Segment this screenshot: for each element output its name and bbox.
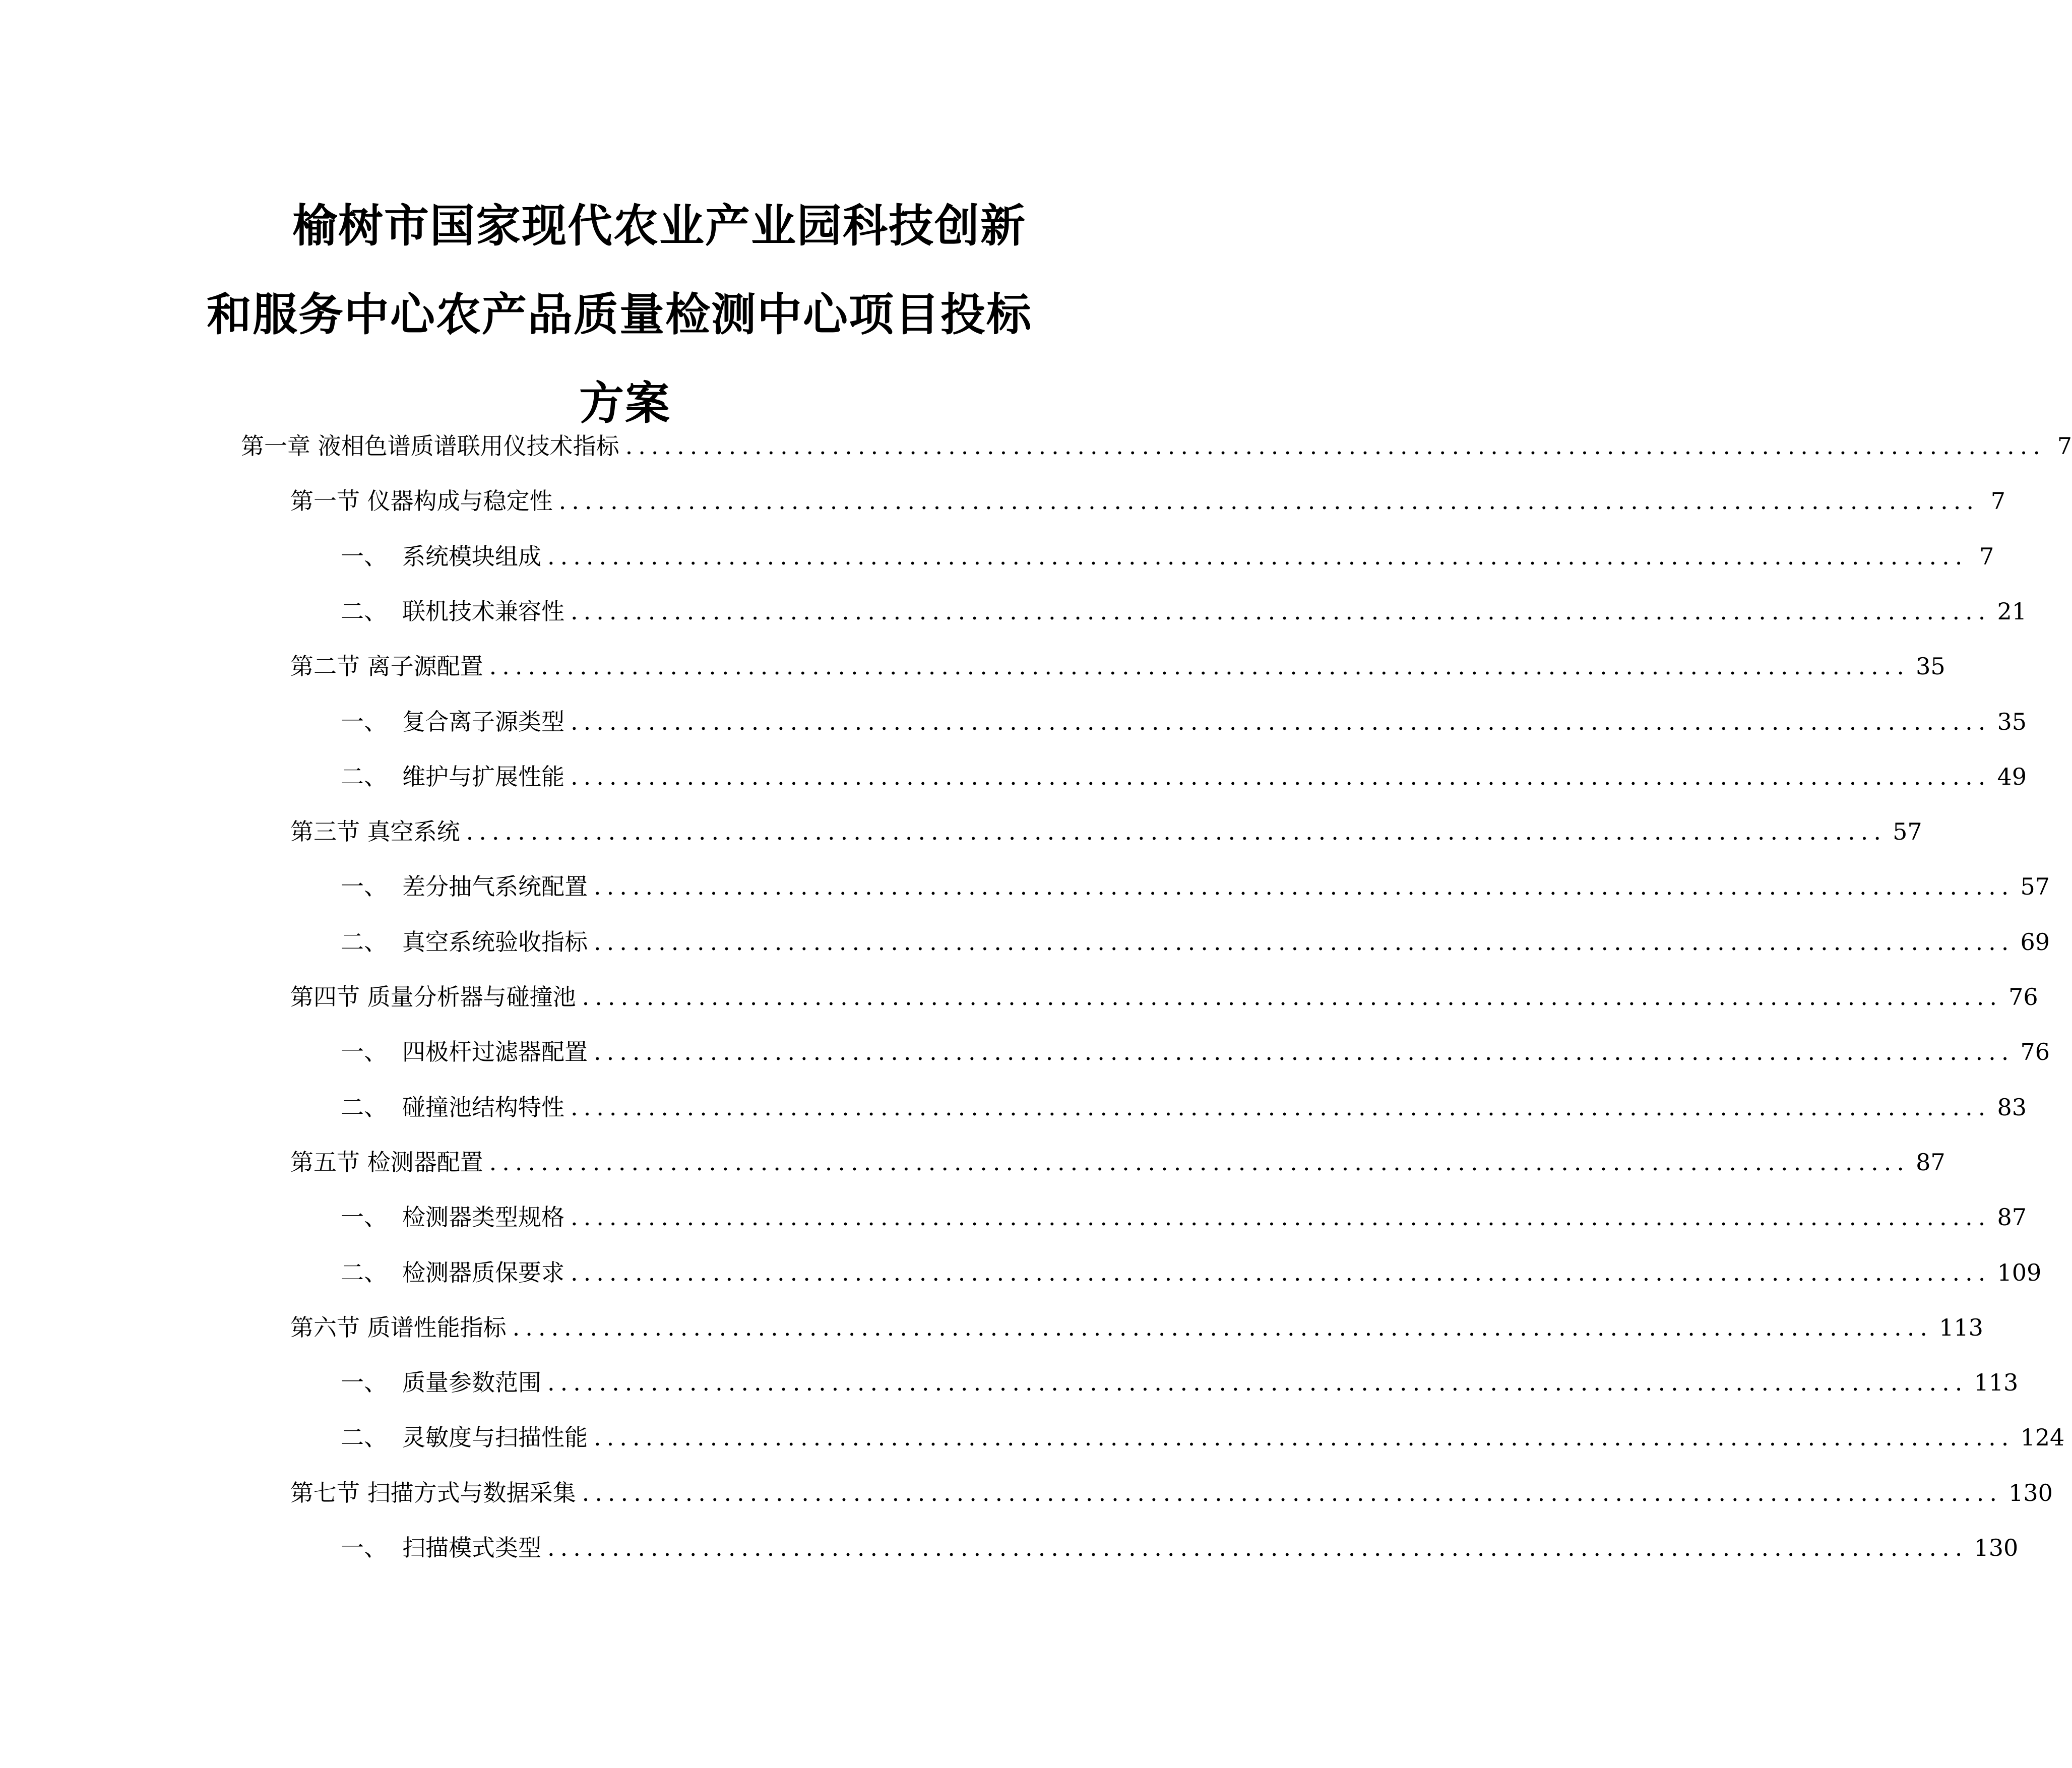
toc-entry-label	[241, 426, 619, 466]
toc-entry-number: 一、	[341, 1369, 387, 1396]
title-line-1: 榆树市国家现代农业产业园科技创新	[292, 199, 1026, 252]
toc-entry-label	[341, 1032, 588, 1072]
toc-entry-label	[290, 1473, 576, 1513]
toc-leader-dots: ..............................................................................................................	[625, 432, 2046, 460]
toc-entry-title: 联机技术兼容性	[402, 598, 564, 625]
toc-entry-number: 第二节	[290, 653, 360, 680]
toc-entry-number: 二、	[341, 1094, 387, 1121]
toc-entry-title: 检测器配置	[367, 1149, 483, 1176]
toc-leader-dots: ..............................................................................................................	[571, 763, 1991, 790]
toc-entry-label	[341, 1252, 564, 1293]
toc-leader-dots: ..............................................................................................................	[582, 1479, 2003, 1506]
toc-entry-number: 第三节	[290, 818, 360, 845]
toc-page-number: 35	[1997, 708, 2027, 735]
toc-entry-title: 四极杆过滤器配置	[402, 1038, 588, 1065]
toc-entry-label	[341, 922, 588, 962]
toc-entry-label	[341, 1087, 564, 1127]
toc-entry-label	[341, 1528, 541, 1568]
toc-entry-title: 质谱性能指标	[367, 1314, 507, 1341]
toc-entry-label	[341, 536, 541, 577]
toc-entry-title: 真空系统	[367, 818, 460, 845]
toc-entry-number: 第四节	[290, 983, 360, 1011]
toc-leader-dots: ..............................................................................................................	[571, 708, 1991, 735]
toc-entry[interactable]	[341, 591, 2027, 632]
toc-entry-title: 系统模块组成	[402, 543, 541, 570]
toc-leader-dots: ..............................................................................................................	[547, 543, 1968, 570]
toc-entry[interactable]	[290, 977, 2038, 1017]
title-line-2: 和服务中心农产品质量检测中心项目投标	[207, 288, 1032, 341]
toc-page-number: 76	[2008, 983, 2038, 1011]
toc-entry[interactable]	[290, 481, 2006, 521]
toc-leader-dots: ..............................................................................................................	[466, 818, 1887, 845]
toc-entry[interactable]	[341, 702, 2027, 742]
toc-leader-dots: ..............................................................................................................	[571, 1094, 1991, 1121]
toc-entry[interactable]	[341, 536, 1994, 577]
toc-entry-title: 质量参数范围	[402, 1369, 541, 1396]
toc-entry-label	[341, 756, 564, 797]
toc-page-number: 113	[1939, 1314, 1983, 1341]
toc-page-number: 7	[1990, 487, 2006, 515]
toc-page-number: 124	[2020, 1424, 2065, 1451]
toc-entry[interactable]	[341, 1362, 2019, 1403]
document-title	[192, 181, 1058, 448]
toc-entry-label	[341, 591, 564, 632]
toc-leader-dots: ..............................................................................................................	[547, 1534, 1968, 1561]
toc-entry-number: 第一节	[290, 487, 360, 515]
toc-entry-title: 灵敏度与扫描性能	[402, 1424, 588, 1451]
toc-leader-dots: ..............................................................................................................	[512, 1314, 1933, 1341]
toc-entry[interactable]	[341, 1032, 2050, 1072]
toc-entry[interactable]	[290, 1307, 1983, 1348]
toc-leader-dots: ..............................................................................................................	[582, 983, 2003, 1011]
toc-leader-dots: ..............................................................................................................	[594, 928, 2015, 956]
toc-entry-title: 检测器类型规格	[402, 1204, 564, 1231]
toc-leader-dots: ..............................................................................................................	[571, 1259, 1991, 1286]
toc-entry[interactable]	[341, 866, 2050, 907]
toc-entry[interactable]	[290, 646, 1945, 686]
toc-entry-title: 检测器质保要求	[402, 1259, 564, 1286]
toc-leader-dots: ..............................................................................................................	[571, 1204, 1991, 1231]
toc-leader-dots: ..............................................................................................................	[594, 873, 2015, 900]
toc-entry[interactable]	[341, 1087, 2027, 1127]
toc-entry-number: 二、	[341, 598, 387, 625]
toc-entry-number: 一、	[341, 873, 387, 900]
toc-entry-title: 离子源配置	[367, 653, 483, 680]
toc-page-number: 113	[1974, 1369, 2019, 1396]
toc-page-number: 35	[1916, 653, 1945, 680]
toc-leader-dots: ..............................................................................................................	[558, 487, 1980, 515]
toc-entry-label	[341, 1417, 588, 1458]
toc-entry-title: 维护与扩展性能	[402, 763, 564, 790]
toc-entry-label	[290, 481, 553, 521]
toc-entry[interactable]	[341, 1528, 2019, 1568]
title-line-3: 方案	[579, 376, 671, 429]
toc-leader-dots: ..............................................................................................................	[547, 1369, 1968, 1396]
toc-leader-dots: ..............................................................................................................	[489, 1149, 1910, 1176]
toc-entry-title: 质量分析器与碰撞池	[367, 983, 576, 1011]
toc-page-number: 69	[2020, 928, 2050, 956]
toc-entry-title: 仪器构成与稳定性	[367, 487, 553, 515]
toc-leader-dots: ..............................................................................................................	[571, 598, 1991, 625]
toc-entry-number: 第一章	[241, 432, 310, 460]
toc-entry-number: 一、	[341, 1204, 387, 1231]
toc-entry[interactable]	[290, 1473, 2053, 1513]
toc-page-number: 7	[1979, 543, 1994, 570]
toc-entry-label	[290, 1307, 507, 1348]
toc-entry-number: 二、	[341, 1259, 387, 1286]
toc-entry-title: 液相色谱质谱联用仪技术指标	[318, 432, 619, 460]
toc-entry-number: 二、	[341, 928, 387, 956]
toc-entry-title: 复合离子源类型	[402, 708, 564, 735]
toc-page-number: 87	[1916, 1149, 1945, 1176]
toc-entry-number: 第七节	[290, 1479, 360, 1506]
toc-entry-title: 扫描模式类型	[402, 1534, 541, 1561]
toc-entry-number: 一、	[341, 1534, 387, 1561]
toc-entry[interactable]	[241, 426, 2072, 466]
toc-entry-label	[290, 811, 460, 852]
toc-page-number: 7	[2057, 432, 2072, 460]
toc-entry[interactable]	[341, 1417, 2065, 1458]
toc-entry-label	[290, 1142, 483, 1182]
toc-entry-number: 二、	[341, 1424, 387, 1451]
toc-entry-number: 第五节	[290, 1149, 360, 1176]
toc-page-number: 21	[1997, 598, 2027, 625]
toc-page-number: 130	[1974, 1534, 2019, 1561]
toc-entry-title: 碰撞池结构特性	[402, 1094, 564, 1121]
toc-leader-dots: ..............................................................................................................	[594, 1424, 2015, 1451]
toc-entry[interactable]	[341, 1252, 2042, 1293]
toc-entry-label	[341, 866, 588, 907]
toc-page-number: 57	[2020, 873, 2050, 900]
toc-entry-label	[341, 702, 564, 742]
toc-entry-title: 真空系统验收指标	[402, 928, 588, 956]
toc-entry-number: 第六节	[290, 1314, 360, 1341]
toc-entry[interactable]	[341, 756, 2027, 797]
toc-entry[interactable]	[341, 1197, 2027, 1237]
toc-leader-dots: ..............................................................................................................	[594, 1038, 2015, 1065]
toc-entry-title: 扫描方式与数据采集	[367, 1479, 576, 1506]
toc-entry-number: 一、	[341, 708, 387, 735]
toc-entry-number: 二、	[341, 763, 387, 790]
toc-entry-label	[290, 977, 576, 1017]
toc-leader-dots: ..............................................................................................................	[489, 653, 1910, 680]
toc-page-number: 109	[1997, 1259, 2042, 1286]
toc-entry-label	[290, 646, 483, 686]
toc-entry[interactable]	[341, 922, 2050, 962]
toc-page-number: 76	[2020, 1038, 2050, 1065]
toc-page-number: 83	[1997, 1094, 2027, 1121]
toc-entry-label	[341, 1362, 541, 1403]
toc-entry-title: 差分抽气系统配置	[402, 873, 588, 900]
toc-page-number: 49	[1997, 763, 2027, 790]
toc-entry[interactable]	[290, 1142, 1945, 1182]
toc-page-number: 57	[1893, 818, 1922, 845]
toc-entry-number: 一、	[341, 543, 387, 570]
toc-entry-label	[341, 1197, 564, 1237]
toc-page-number: 130	[2008, 1479, 2053, 1506]
toc-entry[interactable]	[290, 811, 1922, 852]
toc-page-number: 87	[1997, 1204, 2027, 1231]
toc-entry-number: 一、	[341, 1038, 387, 1065]
